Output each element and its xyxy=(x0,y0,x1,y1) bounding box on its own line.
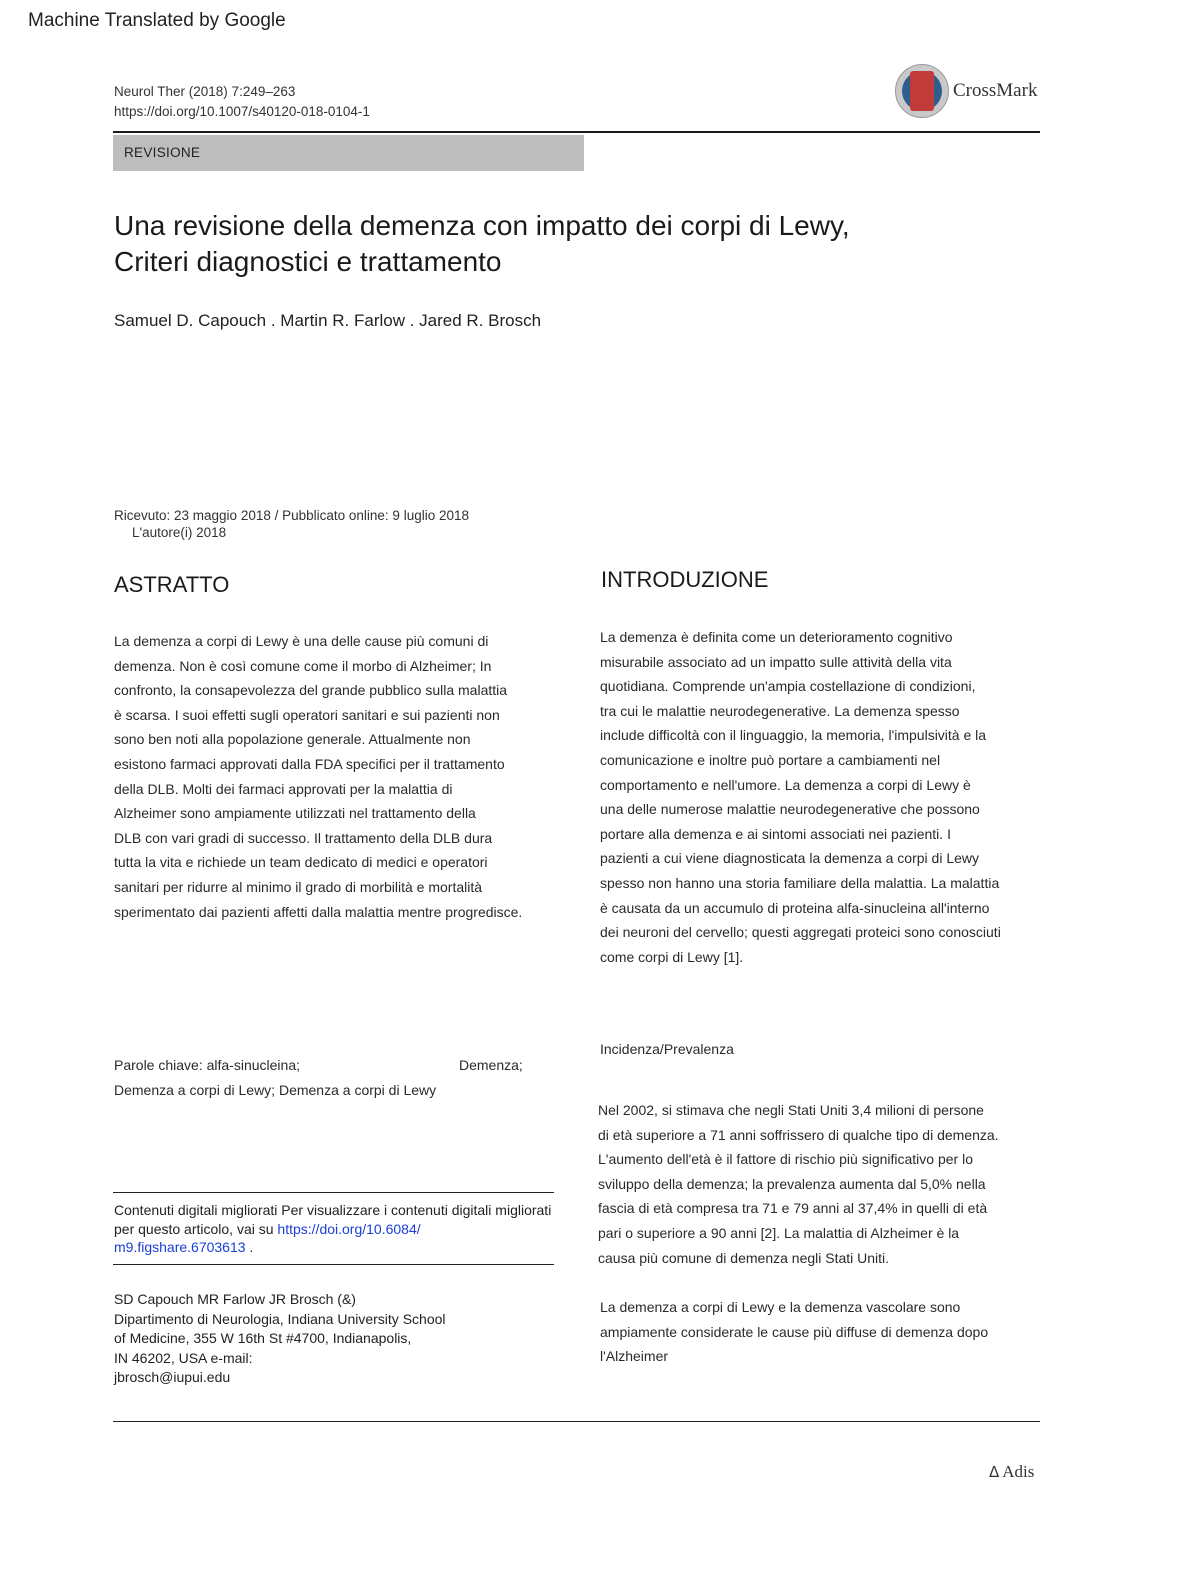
intro-line: dei neuroni del cervello; questi aggregati proteici sono conosciuti xyxy=(600,924,1001,941)
keywords-left: Parole chiave: alfa-sinucleina; xyxy=(114,1057,300,1073)
machine-translation-banner: Machine Translated by Google xyxy=(28,10,286,31)
intro-line: include difficoltà con il linguaggio, la memoria, l'impulsività e la xyxy=(600,727,987,744)
abstract-line: della DLB. Molti dei farmaci approvati per la malattia di xyxy=(114,780,453,797)
incidence-line: L'aumento dell'età è il fattore di rischio più significativo per lo xyxy=(598,1151,973,1168)
journal-info xyxy=(114,82,370,122)
affiliation-line: of Medicine, 355 W 16th St #4700, Indianapolis, xyxy=(114,1330,412,1346)
intro-line: è causata da un accumulo di proteina alfa-sinucleina all'interno xyxy=(600,899,990,916)
digital-content-top-rule xyxy=(113,1192,554,1193)
intro-line: una delle numerose malattie neurodegenerative che possono xyxy=(600,801,980,818)
intro-line: misurabile associato ad un impatto sulle attività della vita xyxy=(600,653,952,670)
crossmark-badge[interactable] xyxy=(895,64,1045,122)
intro-line: quotidiana. Comprende un'ampia costellazione di condizioni, xyxy=(600,678,976,695)
abstract-line: esistono farmaci approvati dalla FDA specifici per il trattamento xyxy=(114,755,505,772)
publisher-logo xyxy=(989,1462,1034,1482)
intro-line: pazienti a cui viene diagnosticata la demenza a corpi di Lewy xyxy=(600,850,980,867)
abstract-line: tutta la vita e richiede un team dedicato di medici e operatori xyxy=(114,854,488,871)
incidence-line: causa più comune di demenza negli Stati Uniti. xyxy=(598,1249,890,1266)
abstract-line: confronto, la consapevolezza del grande pubblico sulla malattia xyxy=(114,682,508,699)
abstract-line: sono ben noti alla popolazione generale. Attualmente non xyxy=(114,731,471,748)
abstract-heading: ASTRATTO xyxy=(114,572,230,597)
digital-content-bottom-rule xyxy=(113,1264,554,1265)
incidence-heading: Incidenza/Prevalenza xyxy=(600,1041,734,1057)
publisher-label: Adis xyxy=(1002,1462,1035,1481)
abstract-line: demenza. Non è così comune come il morbo di Alzheimer; In xyxy=(114,657,492,674)
abstract-line: La demenza a corpi di Lewy è una delle cause più comuni di xyxy=(114,633,489,649)
abstract-line: sanitari per ridurre al minimo il grado di morbilità e mortalità xyxy=(114,878,483,895)
digital-content-text: Contenuti digitali migliorati Per visualizzare i contenuti digitali migliorati per questo articolo, vai su xyxy=(114,1202,552,1237)
incidence-line: sviluppo della demenza; la prevalenza aumenta dal 5,0% nella xyxy=(598,1175,986,1192)
affiliation-email[interactable]: jbrosch@iupui.edu xyxy=(114,1369,231,1385)
intro-line: spesso non hanno una storia familiare della malattia. La malattia xyxy=(600,874,1000,891)
incidence-line: l'Alzheimer xyxy=(600,1348,669,1365)
received-dates: Ricevuto: 23 maggio 2018 / Pubblicato online: 9 luglio 2018 xyxy=(114,508,469,523)
title-line-2: Criteri diagnostici e trattamento xyxy=(114,246,502,277)
intro-line: comportamento e nell'umore. La demenza a corpi di Lewy è xyxy=(600,776,971,793)
affiliation-line: SD Capouch MR Farlow JR Brosch (&) xyxy=(114,1291,356,1307)
incidence-line: pari o superiore a 90 anni [2]. La malattia di Alzheimer è la xyxy=(598,1224,960,1241)
keywords xyxy=(114,1053,554,1103)
incidence-line: La demenza a corpi di Lewy e la demenza vascolare sono xyxy=(600,1299,961,1315)
adis-delta-icon: Δ xyxy=(989,1463,1000,1481)
section-label: REVISIONE xyxy=(124,145,201,160)
author-affiliation xyxy=(114,1290,554,1388)
keywords-line-2: Demenza a corpi di Lewy; Demenza a corpi di Lewy xyxy=(114,1082,437,1098)
incidence-line: di età superiore a 71 anni soffrissero di qualche tipo di demenza. xyxy=(598,1126,999,1143)
incidence-line: Nel 2002, si stimava che negli Stati Uniti 3,4 milioni di persone xyxy=(598,1102,984,1118)
incidence-line: fascia di età compresa tra 71 e 79 anni al 37,4% in quelli di età xyxy=(598,1200,988,1217)
author-list: Samuel D. Capouch . Martin R. Farlow . Jared R. Brosch xyxy=(114,311,542,330)
intro-line: portare alla demenza e ai sintomi associati nei pazienti. I xyxy=(600,825,951,842)
digital-content-suffix: . xyxy=(245,1239,254,1255)
incidence-line: ampiamente considerate le cause più diffuse di demenza dopo xyxy=(600,1323,989,1340)
copyright-line: L'autore(i) 2018 xyxy=(132,525,227,540)
affiliation-line: Dipartimento di Neurologia, Indiana University School xyxy=(114,1310,446,1327)
header-divider xyxy=(113,131,1040,133)
crossmark-label: CrossMark xyxy=(953,80,1038,101)
incidence-body-2 xyxy=(600,1295,1052,1369)
crossmark-icon xyxy=(895,64,949,118)
title-line-1: Una revisione della demenza con impatto dei corpi di Lewy, xyxy=(114,210,850,241)
article-title xyxy=(114,208,1014,280)
introduction-body xyxy=(600,625,1052,969)
digital-content-link[interactable]: https://doi.org/10.6084/ xyxy=(277,1220,421,1237)
intro-line: comunicazione e inoltre può portare a cambiamenti nel xyxy=(600,751,941,768)
intro-line: La demenza è definita come un deterioramento cognitivo xyxy=(600,629,953,645)
intro-line: tra cui le malattie neurodegenerative. La demenza spesso xyxy=(600,702,960,719)
footer-divider xyxy=(113,1421,1040,1422)
journal-doi[interactable]: https://doi.org/10.1007/s40120-018-0104-1 xyxy=(114,104,370,119)
abstract-line: DLB con vari gradi di successo. Il trattamento della DLB dura xyxy=(114,829,493,846)
digital-content-link-cont[interactable]: m9.figshare.6703613 xyxy=(114,1239,246,1255)
abstract-line: Alzheimer sono ampiamente utilizzati nel trattamento della xyxy=(114,805,476,822)
affiliation-line: IN 46202, USA e-mail: xyxy=(114,1349,253,1366)
abstract-body xyxy=(114,629,576,924)
abstract-line: sperimentato dai pazienti affetti dalla malattia mentre progredisce. xyxy=(114,903,523,920)
keywords-right: Demenza; xyxy=(459,1057,523,1073)
digital-content-note xyxy=(114,1201,554,1257)
abstract-line: è scarsa. I suoi effetti sugli operatori sanitari e sui pazienti non xyxy=(114,706,500,723)
intro-line: come corpi di Lewy [1]. xyxy=(600,948,744,965)
introduction-heading: INTRODUZIONE xyxy=(601,567,769,592)
journal-citation: Neurol Ther (2018) 7:249–263 xyxy=(114,84,296,99)
incidence-body xyxy=(598,1098,1054,1270)
